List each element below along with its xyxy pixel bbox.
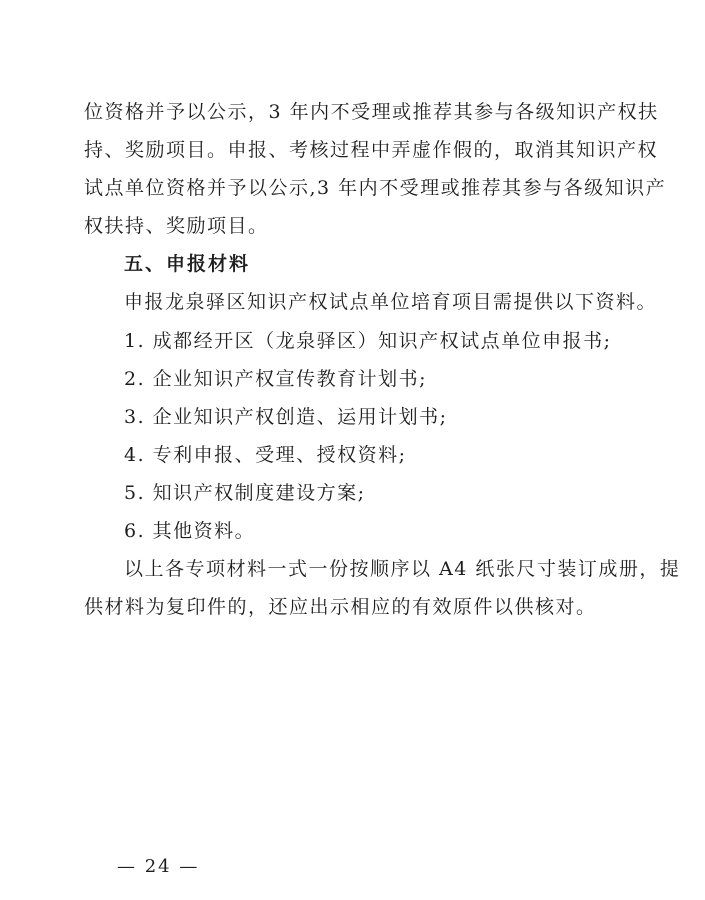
section-heading: 五、申报材料: [124, 253, 251, 275]
list-item: 1. 成都经开区（龙泉驿区）知识产权试点单位申报书;: [124, 330, 612, 352]
body-text-line: 试点单位资格并予以公示,3 年内不受理或推荐其参与各级知识产: [84, 177, 667, 199]
page-number: — 24 —: [117, 856, 200, 877]
section-intro: 申报龙泉驿区知识产权试点单位培育项目需提供以下资料。: [124, 291, 658, 313]
closing-text-line: 以上各专项材料一式一份按顺序以 A4 纸张尺寸装订成册，提: [124, 558, 681, 580]
body-text-line: 权扶持、奖励项目。: [84, 215, 269, 237]
list-item: 6. 其他资料。: [124, 520, 256, 542]
body-text-line: 持、奖励项目。申报、考核过程中弄虚作假的，取消其知识产权: [84, 139, 659, 161]
list-item: 5. 知识产权制度建设方案;: [124, 482, 366, 504]
list-item: 3. 企业知识产权创造、运用计划书;: [124, 406, 448, 428]
body-text-line: 位资格并予以公示，3 年内不受理或推荐其参与各级知识产权扶: [84, 101, 659, 123]
closing-text-line: 供材料为复印件的，还应出示相应的有效原件以供核对。: [84, 596, 597, 618]
list-item: 4. 专利申报、受理、授权资料;: [124, 444, 407, 466]
list-item: 2. 企业知识产权宣传教育计划书;: [124, 368, 428, 390]
